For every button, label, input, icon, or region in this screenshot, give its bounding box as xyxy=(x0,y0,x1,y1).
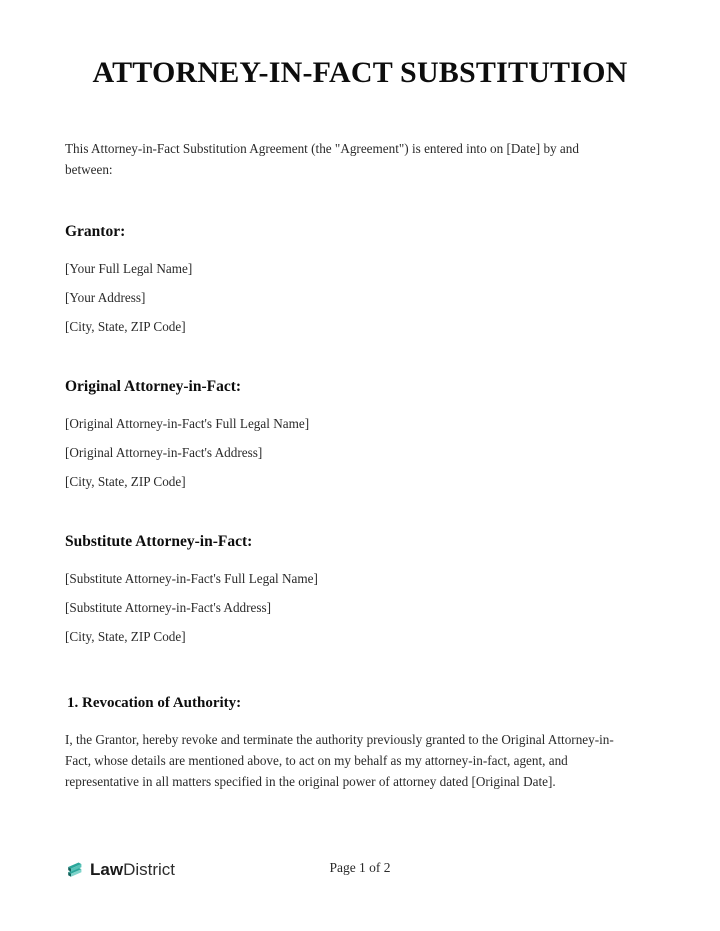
party-block-substitute-attorney xyxy=(65,532,627,647)
spacer xyxy=(65,180,627,222)
party-line-name: [Your Full Legal Name] xyxy=(65,261,193,276)
party-line-citystatezip: [City, State, ZIP Code] xyxy=(65,474,186,489)
spacer xyxy=(65,463,627,471)
party-line-address: [Original Attorney-in-Fact's Address] xyxy=(65,445,263,460)
party-heading-original-attorney: Original Attorney-in-Fact: xyxy=(65,378,242,395)
document-body xyxy=(65,138,627,792)
party-line-name: [Substitute Attorney-in-Fact's Full Legal Name] xyxy=(65,571,318,586)
page-number-label: Page 1 of 2 xyxy=(329,860,391,875)
spacer xyxy=(65,242,627,258)
party-heading-grantor: Grantor: xyxy=(65,223,126,240)
logo-word-law: Law xyxy=(90,859,124,879)
party-line-address: [Your Address] xyxy=(65,290,146,305)
logo-word-district: District xyxy=(123,859,176,879)
spacer xyxy=(65,434,627,442)
party-heading-substitute-attorney: Substitute Attorney-in-Fact: xyxy=(65,533,253,550)
spacer xyxy=(65,713,627,729)
section-body: I, the Grantor, hereby revoke and terminate the authority previously granted to the Original Attorney-in-Fact, whose details are mentioned above, to act on my behalf as my attorney-in-fact, agent, and representative in all matters specified in the original power of attorney dated [Original Date]. xyxy=(65,732,614,789)
party-line-name: [Original Attorney-in-Fact's Full Legal Name] xyxy=(65,416,310,431)
party-line-citystatezip: [City, State, ZIP Code] xyxy=(65,629,186,644)
page-title: ATTORNEY-IN-FACT SUBSTITUTION xyxy=(92,56,628,89)
spacer xyxy=(65,279,627,287)
spacer xyxy=(65,618,627,626)
section-heading: 1. Revocation of Authority: xyxy=(67,695,242,711)
spacer xyxy=(65,589,627,597)
party-block-original-attorney xyxy=(65,377,627,492)
intro-paragraph: This Attorney-in-Fact Substitution Agreement (the "Agreement") is entered into on [Date] by and between: xyxy=(65,141,579,177)
spacer xyxy=(65,552,627,568)
party-line-citystatezip: [City, State, ZIP Code] xyxy=(65,319,186,334)
spacer xyxy=(65,647,627,693)
section-revocation-of-authority xyxy=(65,693,627,792)
spacer xyxy=(65,492,627,532)
party-line-address: [Substitute Attorney-in-Fact's Address] xyxy=(65,600,272,615)
page-footer xyxy=(0,855,720,895)
spacer xyxy=(65,308,627,316)
spacer xyxy=(65,337,627,377)
spacer xyxy=(65,397,627,413)
party-block-grantor xyxy=(65,222,627,337)
